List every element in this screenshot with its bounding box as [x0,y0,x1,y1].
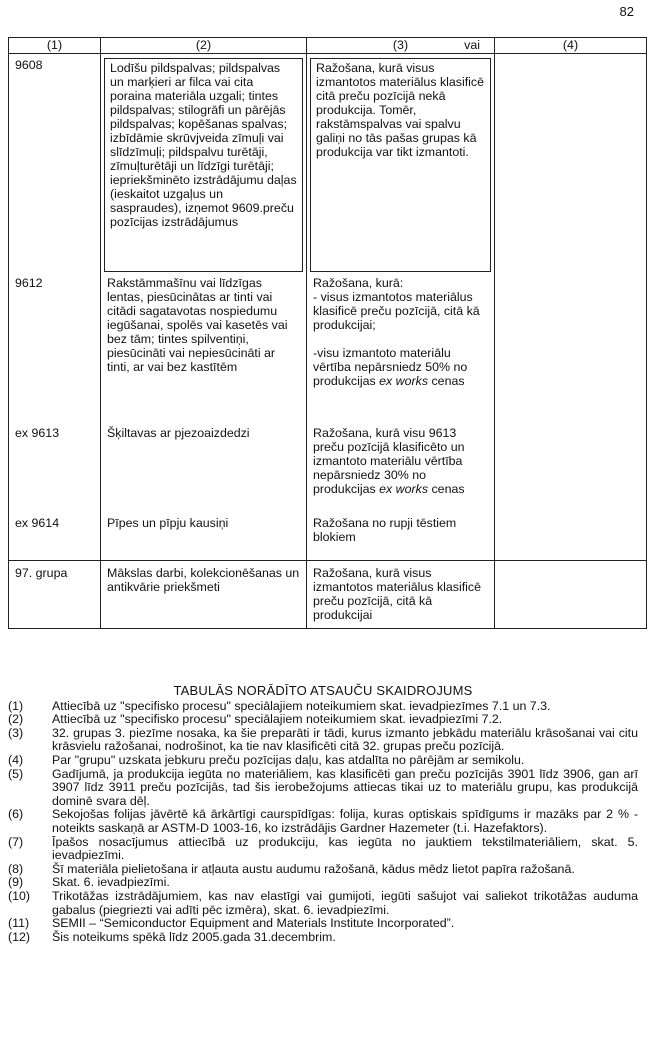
footnote-text: SEMII – “Semiconductor Equipment and Materials Institute Incorporated”. [52,916,455,931]
row-rule-line: - visus izmantotos materiālus klasificē preču pozīcijā, citā kā produkcijai; [313,290,480,332]
footnote [8,768,638,809]
footnote [8,754,638,768]
row-rule-text: Ražošana no rupji tēstiem blokiem [313,516,457,544]
footnote-text: Īpašos nosacījumus attiecībā uz produkciju, kas iegūta no jauktiem tekstilmateriāliem, skat. 5. ievadpiezīmi. [52,834,638,863]
row-code: 97. grupa [9,561,101,629]
row-rule-text: -visu izmantoto materiālu vērtība nepārsniedz 50% no produkcijas [313,346,468,388]
footnotes-title: TABULĀS NORĀDĪTO ATSAUČU SKAIDROJUMS [173,683,473,698]
footnote [8,808,638,835]
row-alt-rule [495,516,647,561]
header-vai: vai [464,38,480,52]
row-description [101,54,307,273]
row-description-text: Rakstāmmašīnu vai līdzīgas lentas, piesūcinātas ar tinti vai citādi sagatavotas nospiedumu iegūšanai, spolēs vai kasetēs vai bez tām; tintes spilventiņi, piesūcināti vai nepiesūcināti ar tinti, ar vai bez kastītēm [107,276,288,374]
footnote-text: Par "grupu" uzskata jebkuru preču pozīcijas daļu, kas atdalīta no pārējām ar semikolu. [52,752,525,767]
footnote-number: (10) [8,888,31,903]
row-rule [307,54,495,273]
footnote [8,713,638,727]
footnote-text: Skat. 6. ievadpiezīmi. [52,875,170,890]
row-rule-box: Ražošana, kurā visus izmantotos materiālus klasificē citā preču pozīcijā nekā produkcija. Tomēr, rakstāmspalvas vai spalvu galiņi no tās pašas grupas kā produkcija var tikt izmantoti. [310,58,491,272]
footnote-text: Šis noteikums spēkā līdz 2005.gada 31.decembrim. [52,929,336,944]
row-rule-end: cenas [431,482,465,496]
header-col4: (4) [495,38,647,54]
row-description [101,272,307,426]
row-rule [307,516,495,561]
footnote-number: (2) [8,712,24,727]
row-alt-rule [495,561,647,629]
table-row [9,561,647,629]
table-row [9,516,647,561]
footnote [8,863,638,877]
row-alt-rule [495,272,647,426]
row-description [101,561,307,629]
row-rule [307,561,495,629]
header-col1: (1) [9,38,101,54]
footnote [8,727,638,754]
page-number: 82 [619,4,634,19]
row-description-text: Mākslas darbi, kolekcionēšanas un antikvārie priekšmeti [107,566,300,594]
row-description [101,426,307,516]
footnote-number: (3) [8,725,24,740]
footnote-number: (8) [8,861,24,876]
rules-table [8,37,647,629]
row-code: 9612 [9,272,101,426]
footnote-text: 32. grupas 3. piezīme nosaka, ka šie preparāti ir tādi, kurus izmanto jebkādu materiālu krāsošanai vai citu krāsvielu ražošanai, nodrošinot, ka tie nav klasificēti citā 32. grupas preču pozīcijā. [52,725,638,754]
row-rule [307,426,495,516]
table-row [9,426,647,516]
footnote-text: Gadījumā, ja produkcija iegūta no materiāliem, kas klasificēti gan preču pozīcijās 3901 līdz 3906, gan arī 3907 līdz 3911 preču pozīcijās, tad šis ierobežojums attiecas tikai uz to materiālu grupu, kas produkcijā dominē svara dēļ. [52,766,638,808]
row-rule-end: cenas [431,374,465,388]
row-rule-em: ex works [379,482,429,496]
footnote [8,700,638,714]
row-code: ex 9613 [9,426,101,516]
footnote-number: (11) [8,916,30,931]
row-description-box: Lodīšu pildspalvas; pildspalvas un marķieri ar filca vai cita poraina materiāla uzgali; tintes pildspalvas; stilogrāfi un pārējās pildspalvas; kopēšanas spalvas; izbīdāmie skrūvjveida zīmuļi vai slīdzīmuļi; pildspalvu turētāji, zīmuļturētāji un līdzīgi turētāji; iepriekšminēto izstrādājumu daļas (ieskaitot uzgaļus un saspraudes), izņemot 9609.preču pozīcijas izstrādājumus [104,58,303,272]
footnote [8,890,638,917]
row-rule-line: Ražošana, kurā: [313,276,404,290]
row-code: ex 9614 [9,516,101,561]
table-header [9,38,647,54]
row-rule-em: ex works [379,374,429,388]
footnote-number: (1) [8,698,24,713]
footnote [8,876,638,890]
footnote-text: Attiecībā uz "specifisko procesu" speciālajiem noteikumiem skat. ievadpiezīmi 7.2. [52,712,503,727]
header-col3-label: (3) [392,38,409,52]
row-alt-rule [495,54,647,273]
table-row [9,272,647,426]
footnote-number: (7) [8,834,24,849]
footnote-number: (12) [8,929,31,944]
table-row [9,54,647,273]
row-rule [307,272,495,426]
footnote-number: (5) [8,766,24,781]
footnotes [8,684,638,944]
footnote [8,917,638,931]
footnote [8,931,638,945]
footnote-text: Sekojošas folijas jāvērtē kā ārkārtīgi caurspīdīgas: folija, kuras optiskais spīdīgums ir mazāks par 2 % - noteikts saskaņā ar ASTM-D 1003-16, ko izstrādājis Gardner Hazemeter (t.i. Hazefaktors). [52,807,638,835]
footnote-number: (6) [8,807,24,822]
row-description-text: Pīpes un pīpju kausiņi [107,516,229,530]
row-alt-rule [495,426,647,516]
footnote [8,836,638,863]
header-col2: (2) [101,38,307,54]
footnote-number: (9) [8,875,24,890]
row-rule-text: Ražošana, kurā visus izmantotos materiālus klasificē preču pozīcijā, citā kā produkcijai [313,566,482,622]
row-description-text: Šķiltavas ar pjezoaizdedzi [107,426,250,440]
row-rule-text: Ražošana, kurā visu 9613 preču pozīcijā klasificēto un izmantoto materiālu vērtība nepārsniedz 30% no produkcijas [313,426,465,496]
footnote-number: (4) [8,752,24,767]
row-description [101,516,307,561]
header-col3 [307,38,495,54]
footnote-text: Trikotāžas izstrādājumiem, kas nav elastīgi vai gumijoti, iegūti sašujot vai saliekot trikotāžas auduma gabalus (piegriezti vai adīti pēc izmēra), skat. 6. ievadpiezīmi. [52,888,638,917]
footnote-text: Šī materiāla pielietošana ir atļauta austu audumu ražošanā, kādus mēdz lietot papīra ražošanā. [52,861,575,876]
row-rule-line [313,346,488,388]
footnote-text: Attiecībā uz "specifisko procesu" speciālajiem noteikumiem skat. ievadpiezīmes 7.1 un 7.3. [52,698,551,713]
row-code: 9608 [9,54,101,273]
